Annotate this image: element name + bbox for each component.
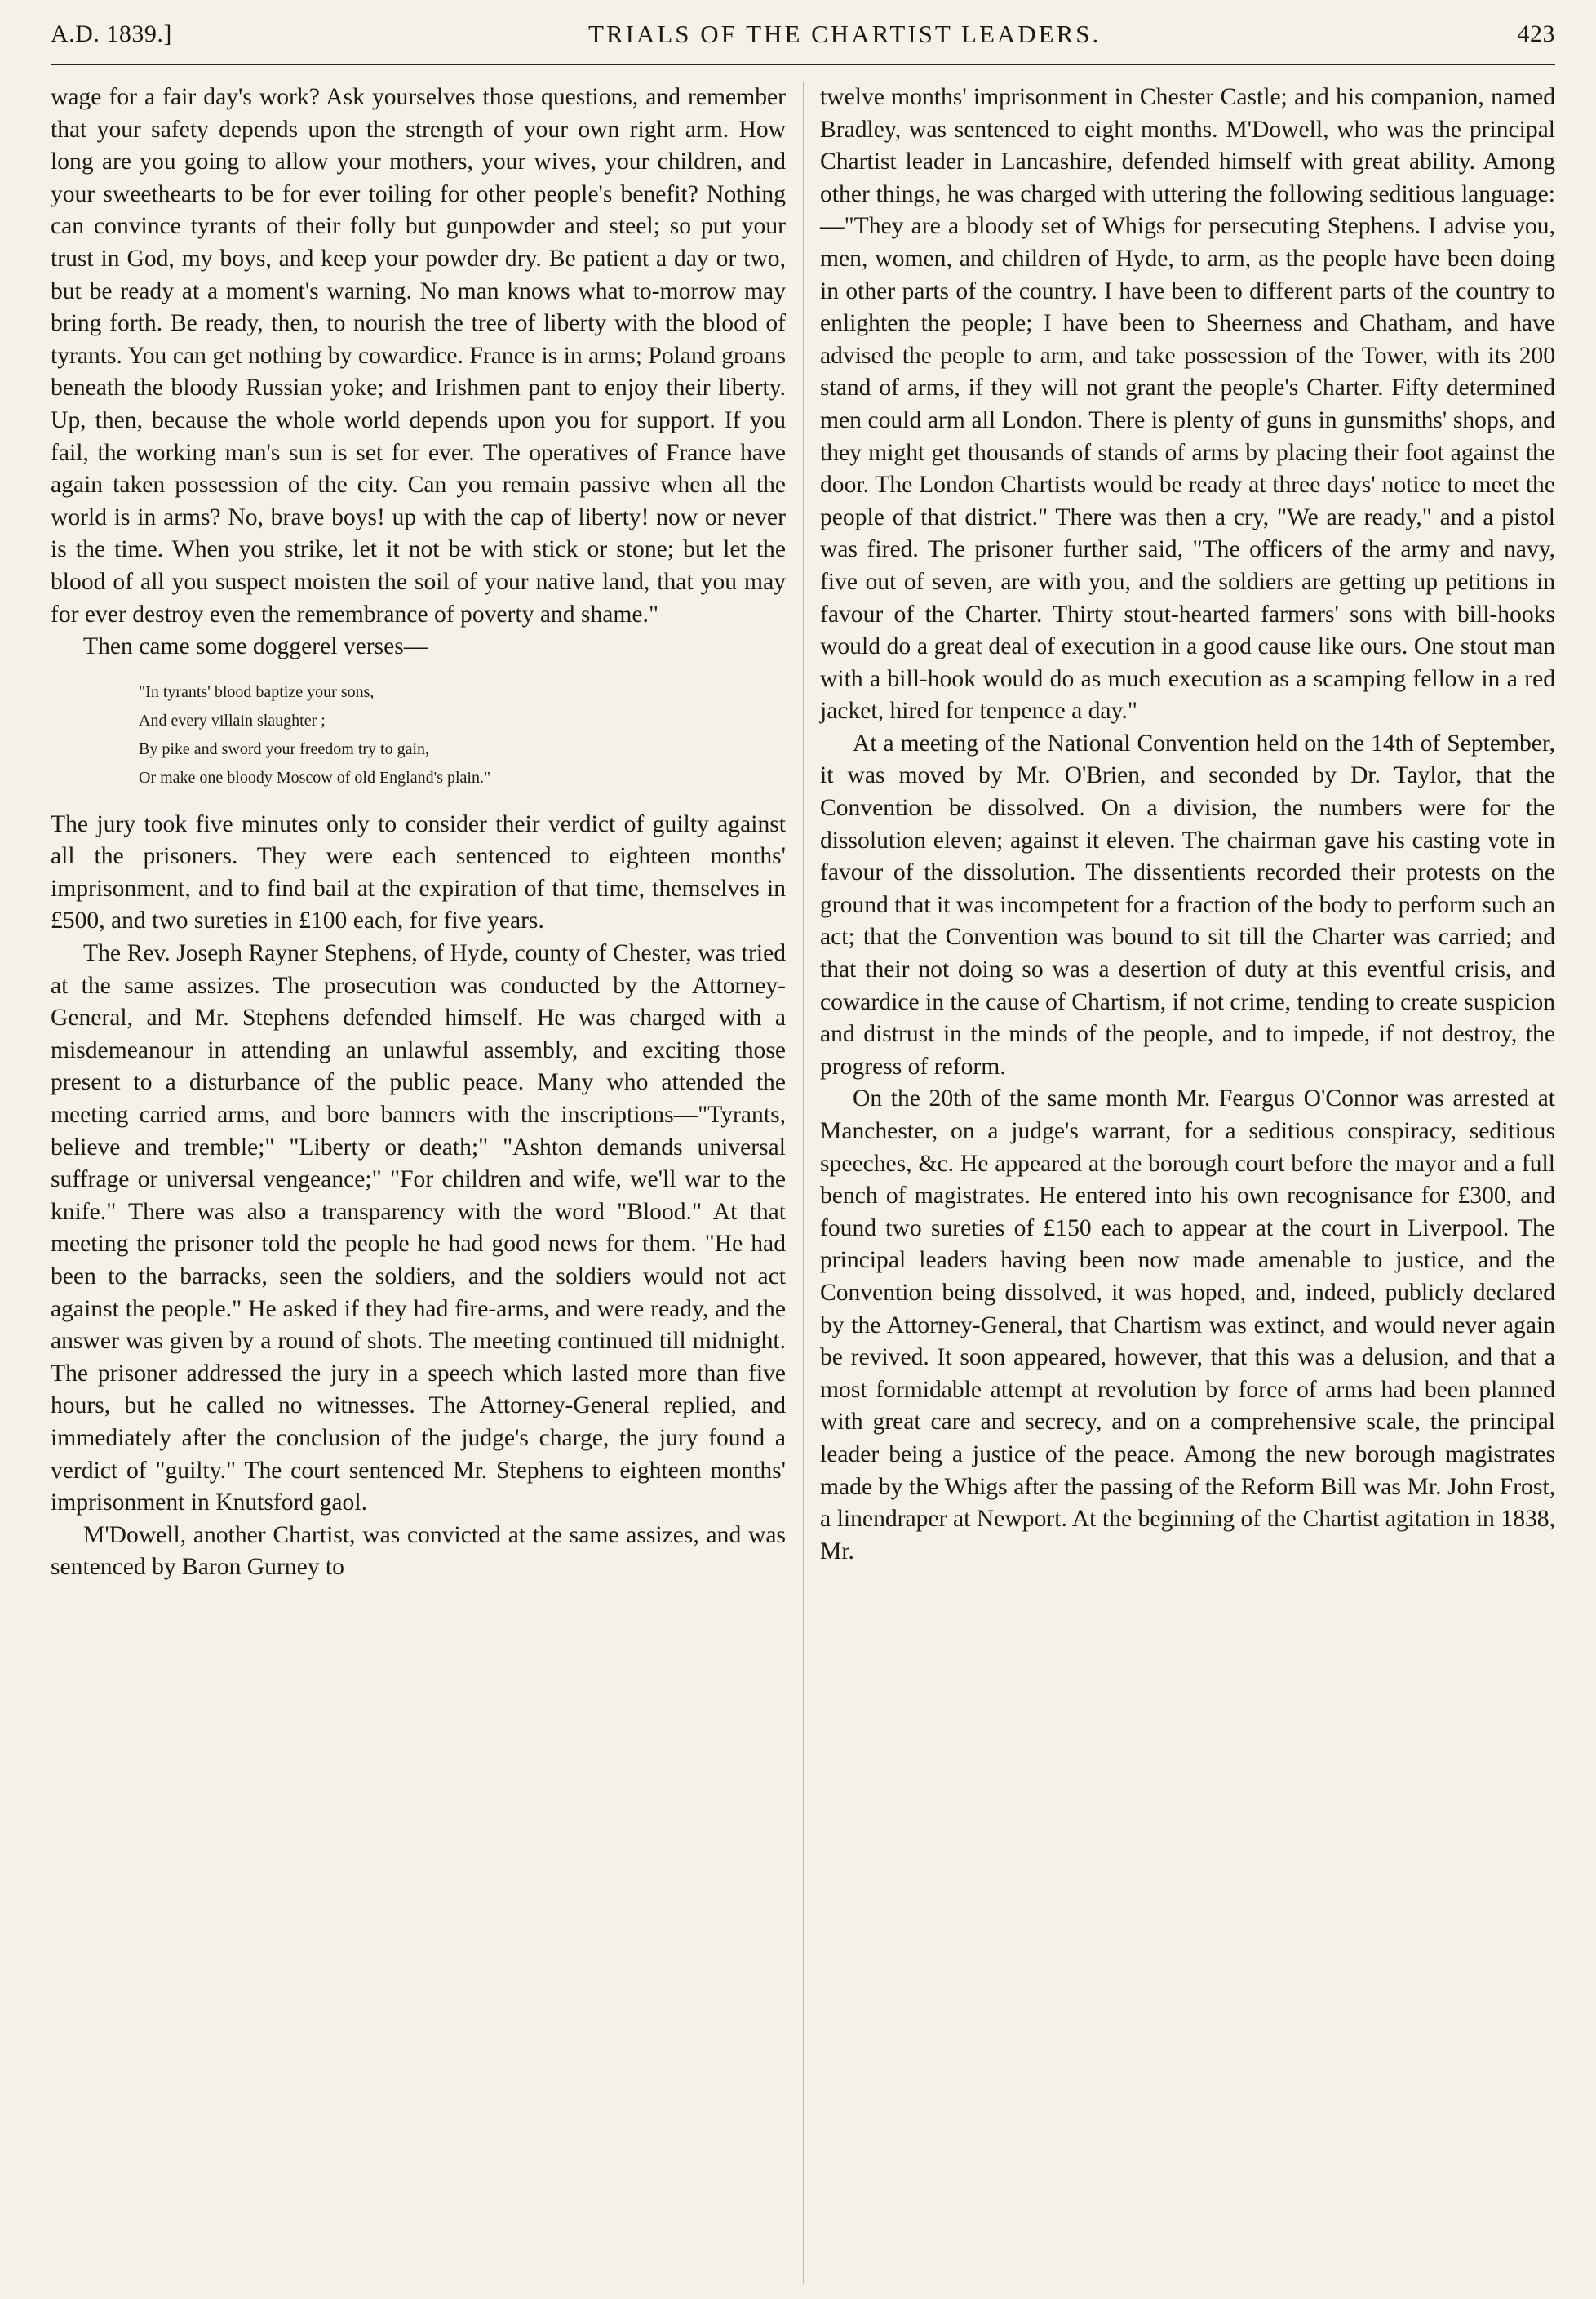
paragraph: At a meeting of the National Convention held on the 14th of September, it was moved by Mr. O'Brien, and seconded by Dr. Taylor, that the Convention be dissolved. On a division, the numbers were for the dissolution eleven; against it eleven. The chairman gave his casting vote in favour of the dissolution. The dissentients recorded their protests on the ground that it was incompetent for a fraction of the body to perform such an act; that the Convention was bound to sit till the Charter was carried; and that their not doing so was a desertion of duty at this eventful crisis, and cowardice in the cause of Chartism, if not crime, tending to create suspicion and distrust in the minds of the people, and to impede, if not destroy, the progress of reform. xyxy=(820,730,1555,1080)
paragraph: The Rev. Joseph Rayner Stephens, of Hyde, county of Chester, was tried at the same assizes. The prosecution was conducted by the Attorney-General, and Mr. Stephens defended himself. He was charged with a misdemeanour in attending an unlawful assembly, and exciting those present to a disturbance of the public peace. Many who attended the meeting carried arms, and bore banners with the inscriptions—"Tyrants, believe and tremble;" "Liberty or death;" "Ashton demands universal suffrage or universal vengeance;" "For children and wife, we'll war to the knife." There was also a transparency with the word "Blood." At that meeting the prisoner told the people he had good news for them. "He had been to the barracks, seen the soldiers, and the soldiers would not act against the people." He asked if they had fire-arms, and were ready, and the answer was given by a round of shots. The meeting continued till midnight. The prisoner addressed the jury in a speech which lasted more than five hours, but he called no witnesses. The Attorney-General replied, and immediately after the conclusion of the judge's charge, the jury found a verdict of "guilty." The court sentenced Mr. Stephens to eighteen months' imprisonment in Knutsford gaol. xyxy=(51,940,786,1516)
running-header xyxy=(51,11,1555,57)
verse-block xyxy=(139,678,786,792)
paragraph: M'Dowell, another Chartist, was convicted at the same assizes, and was sentenced by Baron Gurney to xyxy=(51,1521,786,1581)
verse-line: Or make one bloody Moscow of old England's plain." xyxy=(139,768,491,787)
paragraph: Then came some doggerel verses— xyxy=(83,633,428,660)
left-column xyxy=(51,82,786,2284)
right-column xyxy=(820,82,1555,2284)
verse-line: By pike and sword your freedom try to gain, xyxy=(139,739,430,758)
column-divider xyxy=(803,82,804,2284)
paragraph: The jury took five minutes only to consider their verdict of guilty against all the prisoners. They were each sentenced to eighteen months' imprisonment, and to find bail at the expiration of that time, themselves in £500, and two sureties in £100 each, for five years. xyxy=(51,810,786,934)
page-number: 423 xyxy=(1517,20,1555,47)
paragraph: On the 20th of the same month Mr. Feargus O'Connor was arrested at Manchester, on a judge's warrant, for a seditious conspiracy, seditious speeches, &c. He appeared at the borough court before the mayor and a full bench of magistrates. He entered into his own recognisance for £300, and found two sureties of £150 each to appear at the court in Liverpool. The principal leaders having been now made amenable to justice, and the Convention being dissolved, it was hoped, and, indeed, publicly declared by the Attorney-General, that Chartism was extinct, and would never again be revived. It soon appeared, however, that this was a delusion, and that a most formidable attempt at revolution by force of arms had been planned with great care and secrecy, and on a comprehensive scale, the principal leader being a justice of the peace. Among the new borough magistrates made by the Whigs after the passing of the Reform Bill was Mr. John Frost, a linendraper at Newport. At the beginning of the Chartist agitation in 1838, Mr. xyxy=(820,1085,1555,1564)
header-title: TRIALS OF THE CHARTIST LEADERS. xyxy=(588,20,1102,48)
paragraph: twelve months' imprisonment in Chester Castle; and his companion, named Bradley, was sentenced to eight months. M'Dowell, who was the principal Chartist leader in Lancashire, defended himself with great ability. Among other things, he was charged with uttering the following seditious language:—"They are a bloody set of Whigs for persecuting Stephens. I advise you, men, women, and children of Hyde, to arm, as the people have been doing in other parts of the country. I have been to different parts of the country to enlighten the people; I have been to Sheerness and Chatham, and have advised the people to arm, and take possession of the Tower, with its 200 stand of arms, if they will not grant the people's Charter. Fifty determined men could arm all London. There is plenty of guns in gunsmiths' shops, and they might get thousands of stands of arms by placing their foot against the door. The London Chartists would be ready at three days' notice to meet the people of that district." There was then a cry, "We are ready," and a pistol was fired. The prisoner further said, "The officers of the army and navy, five out of seven, are with you, and the soldiers are getting up petitions in favour of the Charter. Thirty stout-hearted farmers' sons with bill-hooks would do a great deal of execution in a good cause like ours. One stout man with a bill-hook would do as much execution as a scamping fellow in a red jacket, hired for tenpence a day." xyxy=(820,84,1555,725)
paragraph: wage for a fair day's work? Ask yourselves those questions, and remember that your safety depends upon the strength of your own right arm. How long are you going to allow your mothers, your wives, your children, and your sweethearts to be for ever toiling for other people's benefit? Nothing can convince tyrants of their folly but gunpowder and steel; so put your trust in God, my boys, and keep your powder dry. Be patient a day or two, but be ready at a moment's warning. No man knows what to-morrow may bring forth. Be ready, then, to nourish the tree of liberty with the blood of tyrants. You can get nothing by cowardice. France is in arms; Poland groans beneath the bloody Russian yoke; and Irishmen pant to enjoy their liberty. Up, then, because the whole world depends upon you for support. If you fail, the working man's sun is set for ever. The operatives of France have again taken possession of the city. Can you remain passive when all the world is in arms? No, brave boys! up with the cap of liberty! now or never is the time. When you strike, let it not be with stick or stone; but let the blood of all you suspect moisten the soil of your native land, that you may for ever destroy even the remembrance of poverty and shame." xyxy=(51,84,786,628)
header-year: A.D. 1839.] xyxy=(51,20,172,47)
text-columns xyxy=(51,82,1555,2284)
verse-line: "In tyrants' blood baptize your sons, xyxy=(139,682,375,701)
header-rule xyxy=(51,64,1555,65)
verse-line: And every villain slaughter ; xyxy=(139,711,326,730)
